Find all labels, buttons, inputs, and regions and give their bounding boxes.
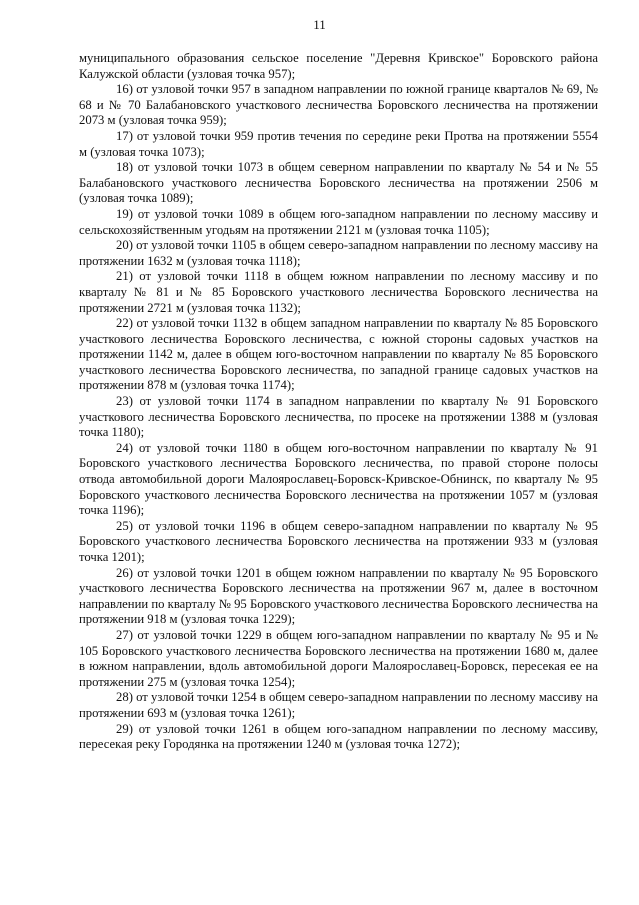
paragraph-item-22: 22) от узловой точки 1132 в общем западном направлении по кварталу № 85 Боровского участкового лесничества Боровского лесничества, с южной стороны садовых участков на протяжении 1142 м, далее в общем юго-восточном направлении по кварталу № 85 Боровского участкового лесничества Боровского лесничества, по западной границе садовых участков на протяжении 878 м (узловая точка 1174); — [79, 316, 598, 393]
paragraph-item-28: 28) от узловой точки 1254 в общем северо-западном направлении по лесному массиву на протяжении 693 м (узловая точка 1261); — [79, 690, 598, 720]
paragraph-continuation: муниципального образования сельское поселение "Деревня Кривское" Боровского района Калужской области (узловая точка 957); — [79, 51, 598, 81]
paragraph-item-18: 18) от узловой точки 1073 в общем северном направлении по кварталу № 54 и № 55 Балабановского участкового лесничества Боровского лесничества на протяжении 2506 м (узловая точка 1089); — [79, 160, 598, 206]
page-number: 11 — [313, 17, 326, 32]
paragraph-item-19: 19) от узловой точки 1089 в общем юго-западном направлении по лесному массиву и сельскохозяйственным угодьям на протяжении 2121 м (узловая точка 1105); — [79, 206, 598, 237]
paragraph-item-23: 23) от узловой точки 1174 в западном направлении по кварталу № 91 Боровского участкового лесничества Боровского лесничества, по просеке на протяжении 1388 м (узловая точка 1180); — [79, 394, 598, 440]
paragraph-item-27: 27) от узловой точки 1229 в общем юго-западном направлении по кварталу № 95 и № 105 Боровского участкового лесничества Боровского лесничества на протяжении 1680 м, далее в южном направлении, вдоль автомобильной дороги Малоярославец-Боровск, пересекая ее на протяжении 275 м (узловая точка 1254); — [79, 627, 598, 689]
paragraph-item-24: 24) от узловой точки 1180 в общем юго-восточном направлении по кварталу № 91 Боровского участкового лесничества Боровского лесничества, по правой стороне полосы отвода автомобильной дороги Малоярославец-Боровск-Кривское-Обнинск, по кварталу № 95 Боровского участкового лесничества Боровского лесничества на протяжении 1057 м (узловая точка 1196); — [79, 440, 598, 518]
paragraph-item-17: 17) от узловой точки 959 против течения по середине реки Протва на протяжении 5554 м (узловая точка 1073); — [79, 128, 598, 159]
document-body — [79, 51, 598, 753]
paragraph-item-29: 29) от узловой точки 1261 в общем юго-западном направлении по лесному массиву, пересекая реку Городянка на протяжении 1240 м (узловая точка 1272); — [79, 721, 598, 752]
paragraph-item-16: 16) от узловой точки 957 в западном направлении по южной границе кварталов № 69, № 68 и № 70 Балабановского участкового лесничества Боровского лесничества на протяжении 2073 м (узловая точка 959); — [79, 82, 598, 128]
paragraph-item-21: 21) от узловой точки 1118 в общем южном направлении по лесному массиву и по кварталу № 81 и № 85 Боровского участкового лесничества Боровского лесничества на протяжении 2721 м (узловая точка 1132); — [79, 269, 598, 315]
paragraph-item-20: 20) от узловой точки 1105 в общем северо-западном направлении по лесному массиву на протяжении 1632 м (узловая точка 1118); — [79, 238, 598, 268]
paragraph-item-25: 25) от узловой точки 1196 в общем северо-западном направлении по кварталу № 95 Боровского участкового лесничества Боровского лесничества на протяжении 933 м (узловая точка 1201); — [79, 518, 598, 564]
paragraph-item-26: 26) от узловой точки 1201 в общем южном направлении по кварталу № 95 Боровского участкового лесничества Боровского лесничества на протяжении 967 м, далее в восточном направлении по кварталу № 95 Боровского участкового лесничества Боровского лесничества на протяжении 918 м (узловая точка 1229); — [79, 565, 598, 627]
